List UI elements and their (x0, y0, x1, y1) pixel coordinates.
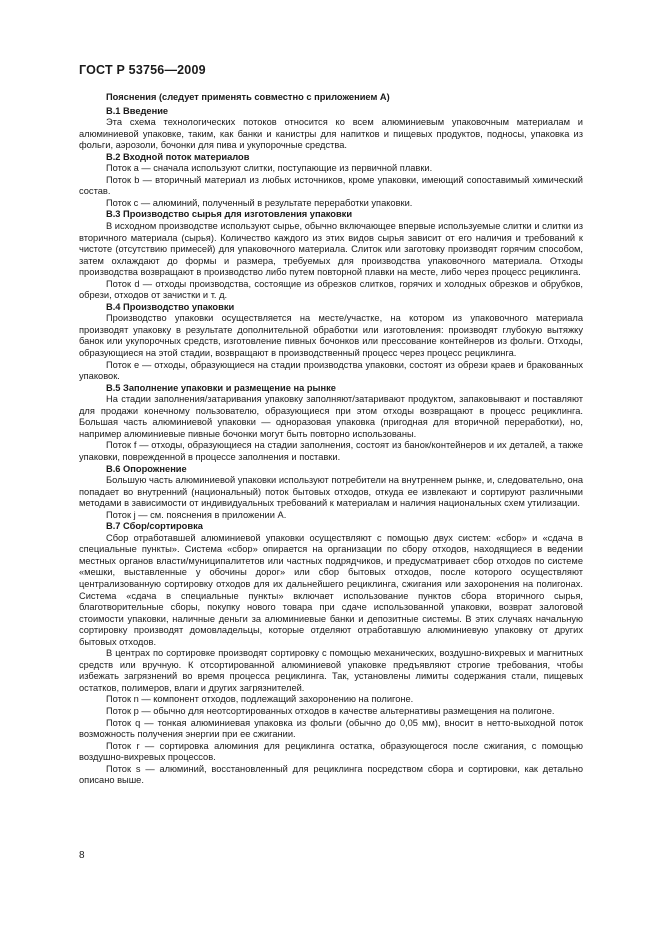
section-b5-stream-f: Поток f — отходы, образующиеся на стадии заполнения, состоят из банок/контейнеров и их деталей, а также упаковки, поврежденной в процессе заполнения и поставки. (79, 440, 583, 462)
section-b7-paragraph-1: Сбор отработавшей алюминиевой упаковки осуществляют с помощью двух систем: «сбор» и «сдача в специальные пункты». Система «сбор» опирается на организации по сбору отходов, находящиеся в ведении местных органов власти/муниципалитетов или частных подрядчиков, и предусматривает сбор отходов по системе «мешки, выставленные у обочины дорог» или сбор бытовых отходов, после которого осуществляют централизованную сортировку отходов для их дальнейшего рециклинга, сжигания или захоронения на полигонах. Система «сдача в специальные пункты» включает использование пунктов сбора вторичного сырья, благотворительные сборы, покупку нового товара при сдаче использованной упаковки, возврат залоговой стоимости упаковки, наличные деньги за алюминиевые банки и депозитные системы. В этих случаях начальную сортировку производят домовладельцы, которые отделяют отработавшую алюминиевую упаковку от других бытовых отходов. (79, 532, 583, 647)
section-b6-title: В.6 Опорожнение (106, 463, 187, 474)
section-b2-stream-c: Поток c — алюминий, полученный в результате переработки упаковки. (106, 197, 413, 208)
page-body (79, 92, 583, 787)
section-b7-stream-n: Поток n — компонент отходов, подлежащий захоронению на полигоне. (106, 694, 414, 705)
page-number: 8 (79, 850, 85, 861)
section-b4-title: В.4 Производство упаковки (106, 301, 235, 312)
section-b1-paragraph: Эта схема технологических потоков относится ко всем алюминиевым упаковочным материалам и алюминиевой упаковке, таким, как банки и канистры для напитков и пищевых продуктов, подносы, упаковка из фольги, аэрозоли, бочонки для пива и укупорочные средства. (79, 117, 583, 151)
section-b1-title: В.1 Введение (106, 105, 169, 116)
section-b3-title: В.3 Производство сырья для изготовления упаковки (106, 209, 353, 220)
section-b2-title: В.2 Входной поток материалов (106, 151, 250, 162)
section-b2-stream-b: Поток b — вторичный материал из любых источников, кроме упаковки, имеющий сопоставимый химический состав. (79, 174, 583, 197)
section-b7-stream-p: Поток p — обычно для неотсортированных отходов в качестве альтернативы размещения на полигоне. (106, 705, 555, 716)
section-b3-paragraph: В исходном производстве используют сырье, обычно включающее впервые используемые слитки и слитки из вторичного материала (сырья). Количество каждого из этих видов сырья зависит от его наличия и требований к чистоте (отсутствию примесей) для упаковочного материала. Слиток или заготовку производят горячим способом, затем охлаждают до формы и размера, требуемых для производства упаковочного материала. Отходы производства возвращают в производство либо путем повторной плавки на месте, либо через процесс рециклинга. (79, 221, 583, 278)
section-b7-stream-r: Поток r — сортировка алюминия для рециклинга остатка, образующегося после сжигания, с помощью воздушно-вихревых процессов. (79, 740, 583, 763)
section-b4-paragraph: Производство упаковки осуществляется на месте/участке, на котором из упаковочного материала производят упаковку в результате дополнительной обработки или изготовления: производят глубокую вытяжку банок или укупорочных средств, изготовление пивных бочонков или прессование контейнеров из фольги. Отходы, образующиеся на этой стадии, возвращают в производственный процесс через процесс рециклинга. (79, 313, 583, 359)
document-header: ГОСТ Р 53756—2009 (79, 63, 206, 77)
section-b6-paragraph: Большую часть алюминиевой упаковки используют потребители на внутреннем рынке, и, следовательно, она попадает во внутренний (национальный) поток бытовых отходов, откуда ее извлекают и сортируют различными методами в зависимости от индивидуальных требований к материалам и наличия национальных схем утилизации. (79, 475, 583, 509)
section-b7-stream-q: Поток q — тонкая алюминиевая упаковка из фольги (обычно до 0,05 мм), вносит в нетто-выходной поток возможность получения энергии при ее сжигании. (79, 717, 583, 740)
explanations-heading: Пояснения (следует применять совместно с приложением А) (106, 92, 390, 102)
section-b7-paragraph-2: В центрах по сортировке производят сортировку с помощью механических, воздушно-вихревых и магнитных средств или вручную. К отсортированной алюминиевой упаковке предъявляют строгие требования, чтобы избежать загрязнений во время процесса рециклинга. Так, установлены лимиты содержания стали, пищевых остатков, полимеров, влаги и других загрязнителей. (79, 648, 583, 693)
section-b7-title: В.7 Сбор/сортировка (106, 521, 203, 532)
section-b5-title: В.5 Заполнение упаковки и размещение на рынке (106, 382, 336, 393)
section-b7-stream-s: Поток s — алюминий, восстановленный для рециклинга посредством сбора и сортировки, как детально описано выше. (79, 763, 583, 786)
section-b5-paragraph: На стадии заполнения/затаривания упаковку заполняют/затаривают продуктом, запаковывают и поставляют для продажи конечному пользователю, образующиеся при этом отходы возвращают в процесс рециклинга. Большая часть алюминиевой упаковки — одноразовая упаковка (пригодная для вторичной переработки), но, например алюминиевые пивные бочонки могут быть повторно использованы. (79, 394, 583, 439)
section-b6-stream-j: Поток j — см. пояснения в приложении А. (106, 509, 287, 520)
section-b3-stream-d: Поток d — отходы производства, состоящие из обрезков слитков, горячих и холодных обрезков и обрубков, обрези, отходов от зачистки и т. д. (79, 278, 583, 301)
section-b2-stream-a: Поток a — сначала используют слитки, поступающие из первичной плавки. (106, 163, 433, 174)
section-b4-stream-e: Поток e — отходы, образующиеся на стадии производства упаковки, состоят из обрези краев и бракованных упаковок. (79, 359, 583, 382)
